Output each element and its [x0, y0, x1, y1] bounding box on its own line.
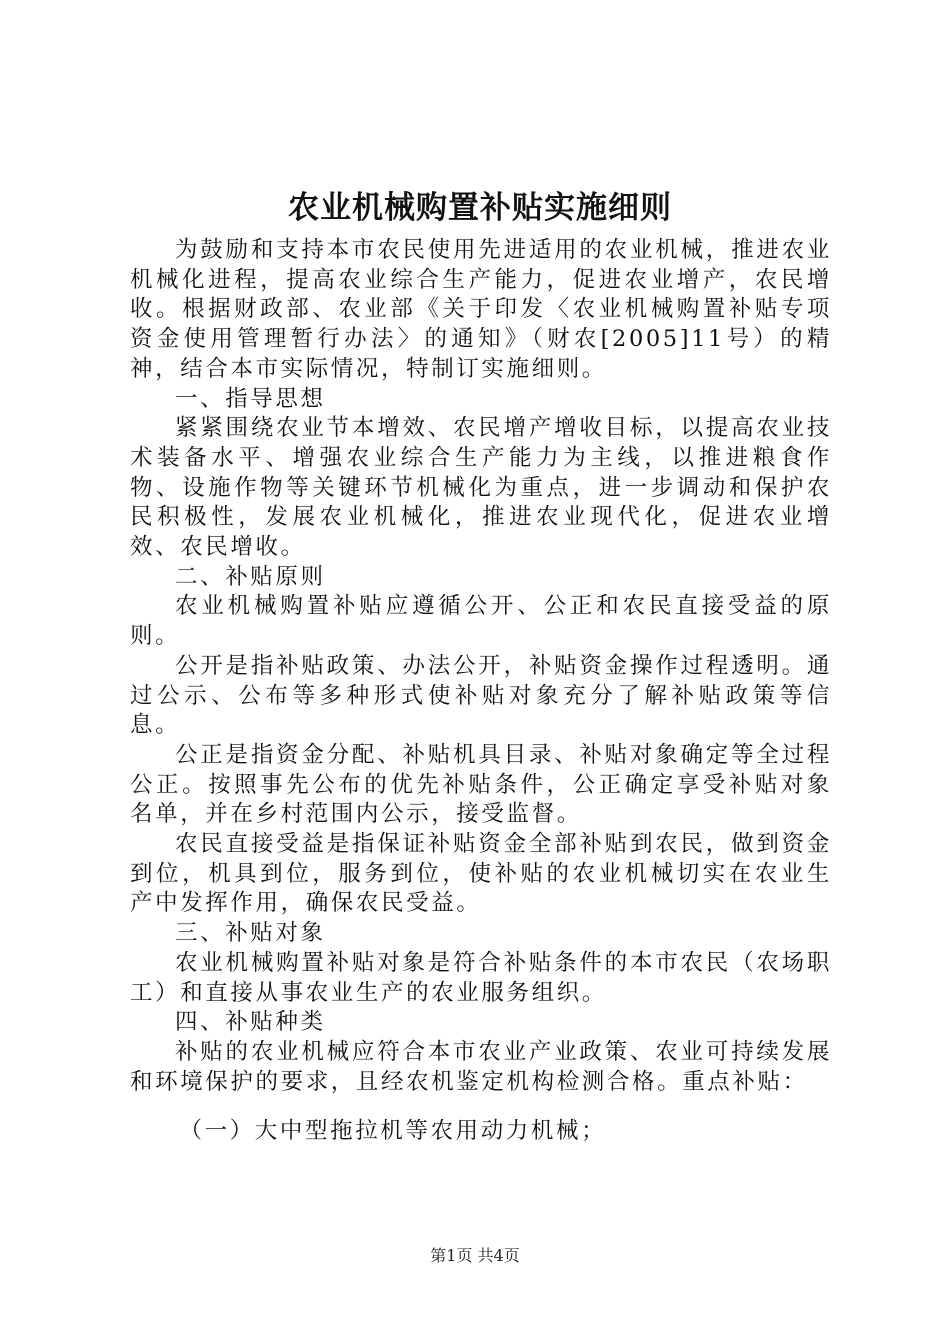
- section-heading-subsidy-targets: 三、补贴对象: [175, 920, 326, 947]
- paragraph-intro: 为鼓励和支持本市农民使用先进适用的农业机械，推进农业机械化进程，提高农业综合生产能力，促进农业增产，农民增收。根据财政部、农业部《关于印发〈农业机械购置补贴专项资金使用管理暂行办法〉的通知》（财农[2005]11号）的精神，结合本市实际情况，特制订实施细则。: [130, 237, 832, 382]
- list-item-power-machinery: （一）大中型拖拉机等农用动力机械；: [179, 1118, 607, 1145]
- paragraph-openness: 公开是指补贴政策、办法公开，补贴资金操作过程透明。通过公示、公布等多种形式使补贴对象充分了解补贴政策等信息。: [130, 652, 832, 739]
- section-heading-subsidy-principles: 二、补贴原则: [175, 563, 326, 590]
- paragraph-targets: 农业机械购置补贴对象是符合补贴条件的本市农民（农场职工）和直接从事农业生产的农业服务组织。: [130, 949, 832, 1006]
- section-heading-guiding-ideology: 一、指导思想: [175, 385, 326, 412]
- document-body: [130, 236, 832, 1147]
- paragraph-fairness: 公正是指资金分配、补贴机具目录、补贴对象确定等全过程公正。按照事先公布的优先补贴条件，公正确定享受补贴对象名单，并在乡村范围内公示，接受监督。: [130, 741, 832, 828]
- page-number: 第1页 共4页: [430, 1246, 520, 1265]
- paragraph-direct-benefit: 农民直接受益是指保证补贴资金全部补贴到农民，做到资金到位，机具到位，服务到位，使补贴的农业机械切实在农业生产中发挥作用，确保农民受益。: [130, 831, 832, 917]
- paragraph-types: 补贴的农业机械应符合本市农业产业政策、农业可持续发展和环境保护的要求，且经农机鉴定机构检测合格。重点补贴：: [130, 1038, 832, 1095]
- page-title: 农业机械购置补贴实施细则: [288, 190, 672, 226]
- paragraph-principles: 农业机械购置补贴应遵循公开、公正和农民直接受益的原则。: [130, 593, 832, 650]
- section-heading-subsidy-types: 四、补贴种类: [175, 1009, 326, 1036]
- paragraph-guiding-ideology: 紧紧围绕农业节本增效、农民增产增收目标，以提高农业技术装备水平、增强农业综合生产能力为主线，以推进粮食作物、设施作物等关键环节机械化为重点，进一步调动和保护农民积极性，发展农业机械化，推进农业现代化，促进农业增效、农民增收。: [130, 415, 832, 561]
